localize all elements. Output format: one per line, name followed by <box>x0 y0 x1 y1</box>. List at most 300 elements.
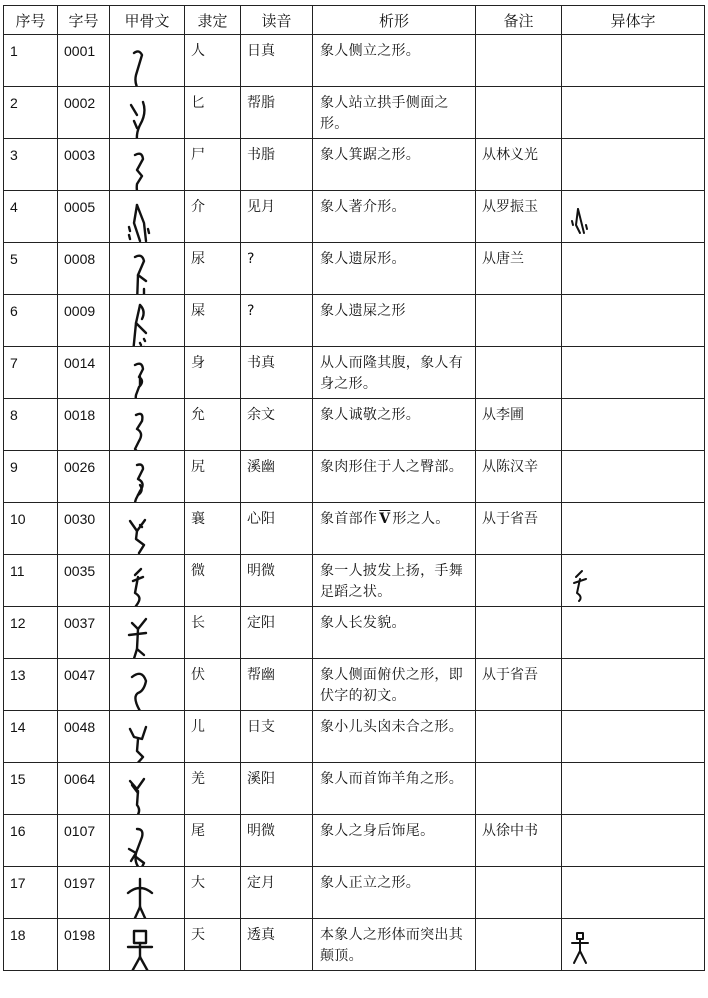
pronunciation-cell-text: 溪阳 <box>247 771 275 787</box>
lixian-cell-text: 匕 <box>191 95 205 111</box>
lixian-cell-text: 伏 <box>191 667 205 683</box>
oracle-bone-glyph-yun <box>120 403 160 451</box>
oracle-bone-cell <box>110 35 185 87</box>
code-cell <box>58 191 110 243</box>
remark-cell-text <box>476 295 561 301</box>
oracle-bone-glyph-shen <box>120 351 160 399</box>
lixian-cell <box>185 295 241 347</box>
pronunciation-cell <box>241 503 313 555</box>
remark-cell-text <box>476 867 561 873</box>
lixian-cell-text: 襄 <box>191 511 205 527</box>
remark-cell <box>476 451 562 503</box>
oracle-bone-cell <box>110 815 185 867</box>
code-cell <box>58 399 110 451</box>
serial-cell <box>4 35 58 87</box>
remark-cell-text <box>476 347 561 353</box>
lixian-cell-text: 羌 <box>191 771 205 787</box>
serial-cell <box>4 399 58 451</box>
analysis-cell <box>313 867 476 919</box>
code-cell-text: 0008 <box>64 251 96 267</box>
pronunciation-cell <box>241 555 313 607</box>
serial-cell <box>4 191 58 243</box>
serial-cell <box>4 867 58 919</box>
serial-cell-text: 5 <box>10 251 18 267</box>
oracle-bone-glyph-bi <box>120 91 160 139</box>
remark-cell <box>476 659 562 711</box>
lixian-cell <box>185 399 241 451</box>
serial-cell <box>4 763 58 815</box>
lixian-cell <box>185 815 241 867</box>
analysis-cell <box>313 555 476 607</box>
variant-cell <box>562 659 705 711</box>
table-row <box>4 35 705 87</box>
pronunciation-cell <box>241 243 313 295</box>
lixian-cell-text: 身 <box>191 355 205 371</box>
oracle-bone-variant-tian <box>568 929 592 969</box>
table-row <box>4 399 705 451</box>
serial-cell-text: 8 <box>10 407 18 423</box>
code-cell-text: 0026 <box>64 459 96 475</box>
code-cell-text: 0037 <box>64 615 96 631</box>
analysis-part: 形之人。 <box>392 511 450 527</box>
pronunciation-cell <box>241 659 313 711</box>
variant-cell <box>562 451 705 503</box>
analysis-cell <box>313 35 476 87</box>
lixian-cell <box>185 867 241 919</box>
lixian-cell <box>185 503 241 555</box>
table-row <box>4 503 705 555</box>
lixian-cell-text: 儿 <box>191 719 205 735</box>
lixian-cell-text: 尾 <box>191 823 205 839</box>
analysis-mark: $\overline{V}$ <box>379 511 391 527</box>
pronunciation-cell-text: 余文 <box>247 407 275 423</box>
analysis-cell <box>313 295 476 347</box>
lixian-cell-text: 尸 <box>191 147 205 163</box>
remark-cell <box>476 711 562 763</box>
variant-cell <box>562 919 705 971</box>
pronunciation-cell <box>241 763 313 815</box>
variant-cell <box>562 295 705 347</box>
code-cell-text: 0030 <box>64 511 96 527</box>
remark-cell-text <box>476 35 561 41</box>
analysis-cell-text: 象人侧立之形。 <box>320 43 421 59</box>
oracle-bone-glyph-er <box>120 715 160 763</box>
serial-cell-text: 11 <box>10 563 25 579</box>
analysis-cell <box>313 919 476 971</box>
serial-cell <box>4 815 58 867</box>
code-cell <box>58 451 110 503</box>
remark-cell <box>476 763 562 815</box>
variant-cell <box>562 139 705 191</box>
pronunciation-cell <box>241 711 313 763</box>
code-cell-text: 0107 <box>64 823 96 839</box>
lixian-cell <box>185 191 241 243</box>
pronunciation-cell <box>241 451 313 503</box>
code-cell-text: 0198 <box>64 927 96 943</box>
serial-cell-text: 13 <box>10 667 26 683</box>
analysis-cell <box>313 503 476 555</box>
serial-cell <box>4 555 58 607</box>
oracle-bone-glyph-fu <box>120 663 160 711</box>
lixian-cell-text: 尿 <box>191 251 205 267</box>
remark-cell <box>476 815 562 867</box>
header-remark: 备注 <box>476 6 562 35</box>
pronunciation-cell-text: ? <box>247 251 255 267</box>
variant-cell <box>562 867 705 919</box>
analysis-cell <box>313 399 476 451</box>
analysis-cell-text: 象人之身后饰尾。 <box>320 823 435 839</box>
oracle-bone-cell <box>110 139 185 191</box>
header-analysis: 析形 <box>313 6 476 35</box>
code-cell-text: 0048 <box>64 719 96 735</box>
remark-cell-text: 从于省吾 <box>482 511 538 527</box>
pronunciation-cell-text: 透真 <box>247 927 275 943</box>
remark-cell <box>476 191 562 243</box>
remark-cell <box>476 919 562 971</box>
serial-cell-text: 6 <box>10 303 18 319</box>
remark-cell-text <box>476 919 561 925</box>
oracle-bone-cell <box>110 347 185 399</box>
lixian-cell-text: 大 <box>191 875 205 891</box>
variant-cell <box>562 555 705 607</box>
code-cell-text: 0047 <box>64 667 96 683</box>
code-cell-text: 0002 <box>64 95 96 111</box>
code-cell-text: 0001 <box>64 43 96 59</box>
analysis-cell-text: 象人诚敬之形。 <box>320 407 421 423</box>
analysis-cell <box>313 451 476 503</box>
remark-cell <box>476 295 562 347</box>
oracle-bone-glyph-da <box>120 871 160 919</box>
lixian-cell-text: 允 <box>191 407 205 423</box>
variant-cell <box>562 763 705 815</box>
variant-cell <box>562 503 705 555</box>
analysis-cell <box>313 711 476 763</box>
oracle-bone-cell <box>110 607 185 659</box>
remark-cell-text <box>476 87 561 93</box>
oracle-bone-glyph-niao <box>120 247 160 295</box>
code-cell <box>58 555 110 607</box>
analysis-cell-text: 象人站立拱手侧面之形。 <box>320 95 449 132</box>
variant-cell <box>562 35 705 87</box>
oracle-bone-cell <box>110 659 185 711</box>
serial-cell <box>4 87 58 139</box>
code-cell <box>58 35 110 87</box>
table-row <box>4 711 705 763</box>
remark-cell-text <box>476 555 561 561</box>
lixian-cell <box>185 139 241 191</box>
table-row <box>4 919 705 971</box>
code-cell-text: 0005 <box>64 199 96 215</box>
serial-cell <box>4 607 58 659</box>
remark-cell-text: 从罗振玉 <box>482 199 538 215</box>
oracle-bone-character-table <box>3 5 705 971</box>
table-row <box>4 295 705 347</box>
header-oracle-bone: 甲骨文 <box>110 6 185 35</box>
oracle-bone-glyph-shi2 <box>120 299 160 347</box>
analysis-cell-text: 象人遗屎之形 <box>320 303 406 319</box>
oracle-bone-glyph-shi <box>120 143 160 191</box>
variant-cell <box>562 191 705 243</box>
pronunciation-cell <box>241 191 313 243</box>
analysis-cell-text: 象人著介形。 <box>320 199 406 215</box>
analysis-cell-text: 象人而首饰羊角之形。 <box>320 771 463 787</box>
remark-cell-text: 从林义光 <box>482 147 538 163</box>
oracle-bone-glyph-xiang <box>120 507 160 555</box>
code-cell-text: 0009 <box>64 303 96 319</box>
analysis-cell-text: 象一人披发上扬，手舞足蹈之状。 <box>320 563 463 600</box>
pronunciation-cell-text: 定阳 <box>247 615 275 631</box>
remark-cell <box>476 35 562 87</box>
lixian-cell <box>185 919 241 971</box>
pronunciation-cell <box>241 815 313 867</box>
code-cell <box>58 295 110 347</box>
code-cell-text: 0018 <box>64 407 96 423</box>
code-cell-text: 0064 <box>64 771 96 787</box>
table-row <box>4 763 705 815</box>
pronunciation-cell <box>241 35 313 87</box>
remark-cell-text <box>476 711 561 717</box>
variant-cell <box>562 607 705 659</box>
pronunciation-cell-text: 日支 <box>247 719 275 735</box>
pronunciation-cell-text: 心阳 <box>247 511 275 527</box>
serial-cell-text: 2 <box>10 95 18 111</box>
serial-cell-text: 4 <box>10 199 18 215</box>
header-variant: 异体字 <box>562 6 705 35</box>
remark-cell <box>476 867 562 919</box>
lixian-cell <box>185 659 241 711</box>
serial-cell <box>4 243 58 295</box>
lixian-cell-text: 屎 <box>191 303 205 319</box>
serial-cell-text: 12 <box>10 615 26 631</box>
oracle-bone-glyph-kao <box>120 455 160 503</box>
remark-cell <box>476 607 562 659</box>
code-cell <box>58 139 110 191</box>
oracle-bone-cell <box>110 451 185 503</box>
table-row <box>4 555 705 607</box>
lixian-cell-text: 人 <box>191 43 205 59</box>
code-cell <box>58 243 110 295</box>
oracle-bone-cell <box>110 555 185 607</box>
table-row <box>4 243 705 295</box>
pronunciation-cell <box>241 295 313 347</box>
pronunciation-cell <box>241 347 313 399</box>
pronunciation-cell <box>241 607 313 659</box>
oracle-bone-glyph-jie <box>120 195 160 243</box>
table-row <box>4 191 705 243</box>
oracle-bone-variant-jie <box>568 201 592 241</box>
header-code: 字号 <box>58 6 110 35</box>
analysis-cell-text: 象小儿头囟未合之形。 <box>320 719 463 735</box>
serial-cell-text: 16 <box>10 823 26 839</box>
analysis-cell-text: 象人正立之形。 <box>320 875 421 891</box>
oracle-bone-cell <box>110 87 185 139</box>
serial-cell-text: 17 <box>10 875 26 891</box>
remark-cell-text <box>476 763 561 769</box>
serial-cell <box>4 919 58 971</box>
pronunciation-cell <box>241 87 313 139</box>
pronunciation-cell <box>241 867 313 919</box>
lixian-cell <box>185 35 241 87</box>
serial-cell-text: 3 <box>10 147 18 163</box>
serial-cell <box>4 451 58 503</box>
variant-cell <box>562 243 705 295</box>
header-pronunciation: 读音 <box>241 6 313 35</box>
serial-cell-text: 10 <box>10 511 26 527</box>
remark-cell-text: 从唐兰 <box>482 251 524 267</box>
lixian-cell-text: 天 <box>191 927 205 943</box>
serial-cell <box>4 295 58 347</box>
serial-cell-text: 7 <box>10 355 18 371</box>
serial-cell <box>4 503 58 555</box>
code-cell <box>58 815 110 867</box>
oracle-bone-glyph-qiang <box>120 767 160 815</box>
remark-cell <box>476 347 562 399</box>
oracle-bone-glyph-tian <box>120 923 160 971</box>
code-cell <box>58 867 110 919</box>
analysis-cell <box>313 815 476 867</box>
analysis-cell-text: 象肉形住于人之臀部。 <box>320 459 463 475</box>
analysis-part: 象首部作 <box>320 511 378 527</box>
code-cell <box>58 659 110 711</box>
remark-cell-text: 从李圃 <box>482 407 524 423</box>
analysis-cell-text: 象人长发貌。 <box>320 615 406 631</box>
pronunciation-cell-text: 定月 <box>247 875 275 891</box>
pronunciation-cell-text: 帮幽 <box>247 667 275 683</box>
analysis-cell-text: 象人遗尿形。 <box>320 251 406 267</box>
table-row <box>4 867 705 919</box>
code-cell <box>58 87 110 139</box>
lixian-cell <box>185 607 241 659</box>
code-cell-text: 0014 <box>64 355 96 371</box>
code-cell <box>58 607 110 659</box>
code-cell <box>58 503 110 555</box>
analysis-cell <box>313 139 476 191</box>
oracle-bone-cell <box>110 191 185 243</box>
lixian-cell <box>185 711 241 763</box>
analysis-cell-text <box>313 503 475 530</box>
code-cell <box>58 347 110 399</box>
header-row <box>4 6 705 35</box>
analysis-cell <box>313 347 476 399</box>
serial-cell-text: 9 <box>10 459 18 475</box>
pronunciation-cell <box>241 919 313 971</box>
table-row <box>4 139 705 191</box>
code-cell <box>58 711 110 763</box>
code-cell <box>58 763 110 815</box>
serial-cell <box>4 347 58 399</box>
pronunciation-cell-text: 帮脂 <box>247 95 275 111</box>
pronunciation-cell-text: ? <box>247 303 255 319</box>
analysis-cell-text: 从人而隆其腹，象人有身之形。 <box>320 355 463 392</box>
serial-cell-text: 14 <box>10 719 26 735</box>
table-row <box>4 815 705 867</box>
remark-cell-text <box>476 607 561 613</box>
code-cell-text: 0035 <box>64 563 96 579</box>
analysis-cell-text: 本象人之形体而突出其颠顶。 <box>320 927 463 964</box>
lixian-cell <box>185 243 241 295</box>
oracle-bone-cell <box>110 243 185 295</box>
table-row <box>4 451 705 503</box>
pronunciation-cell-text: 明微 <box>247 823 275 839</box>
pronunciation-cell <box>241 139 313 191</box>
oracle-bone-cell <box>110 503 185 555</box>
serial-cell-text: 1 <box>10 43 18 59</box>
variant-cell <box>562 347 705 399</box>
variant-cell <box>562 399 705 451</box>
remark-cell <box>476 243 562 295</box>
pronunciation-cell-text: 书真 <box>247 355 275 371</box>
analysis-cell <box>313 607 476 659</box>
remark-cell-text: 从陈汉辛 <box>482 459 538 475</box>
remark-cell <box>476 87 562 139</box>
serial-cell <box>4 659 58 711</box>
oracle-bone-cell <box>110 867 185 919</box>
remark-cell <box>476 555 562 607</box>
oracle-bone-glyph-chang <box>120 611 160 659</box>
lixian-cell <box>185 555 241 607</box>
oracle-bone-variant-wei <box>568 565 592 605</box>
pronunciation-cell-text: 溪幽 <box>247 459 275 475</box>
lixian-cell-text: 尻 <box>191 459 205 475</box>
remark-cell <box>476 503 562 555</box>
pronunciation-cell-text: 明微 <box>247 563 275 579</box>
lixian-cell <box>185 87 241 139</box>
table-row <box>4 607 705 659</box>
variant-cell <box>562 711 705 763</box>
oracle-bone-glyph-ren <box>120 39 160 87</box>
analysis-cell <box>313 763 476 815</box>
lixian-cell-text: 微 <box>191 563 205 579</box>
analysis-cell-text: 象人侧面俯伏之形，即伏字的初文。 <box>320 667 463 704</box>
remark-cell-text: 从徐中书 <box>482 823 538 839</box>
lixian-cell-text: 介 <box>191 199 205 215</box>
analysis-cell <box>313 243 476 295</box>
serial-cell <box>4 711 58 763</box>
lixian-cell-text: 长 <box>191 615 205 631</box>
remark-cell <box>476 399 562 451</box>
table-row <box>4 87 705 139</box>
oracle-bone-cell <box>110 295 185 347</box>
oracle-bone-cell <box>110 919 185 971</box>
pronunciation-cell-text: 见月 <box>247 199 275 215</box>
lixian-cell <box>185 347 241 399</box>
analysis-cell-text: 象人箕踞之形。 <box>320 147 421 163</box>
header-serial: 序号 <box>4 6 58 35</box>
table-row <box>4 659 705 711</box>
pronunciation-cell <box>241 399 313 451</box>
oracle-bone-cell <box>110 399 185 451</box>
lixian-cell <box>185 763 241 815</box>
pronunciation-cell-text: 书脂 <box>247 147 275 163</box>
remark-cell <box>476 139 562 191</box>
analysis-cell <box>313 191 476 243</box>
oracle-bone-cell <box>110 711 185 763</box>
serial-cell-text: 18 <box>10 927 26 943</box>
serial-cell-text: 15 <box>10 771 26 787</box>
remark-cell-text: 从于省吾 <box>482 667 538 683</box>
table-row <box>4 347 705 399</box>
code-cell-text: 0197 <box>64 875 96 891</box>
analysis-cell <box>313 659 476 711</box>
code-cell <box>58 919 110 971</box>
oracle-bone-cell <box>110 763 185 815</box>
serial-cell <box>4 139 58 191</box>
lixian-cell <box>185 451 241 503</box>
oracle-bone-glyph-wei2 <box>120 819 160 867</box>
variant-cell <box>562 815 705 867</box>
analysis-cell <box>313 87 476 139</box>
variant-cell <box>562 87 705 139</box>
